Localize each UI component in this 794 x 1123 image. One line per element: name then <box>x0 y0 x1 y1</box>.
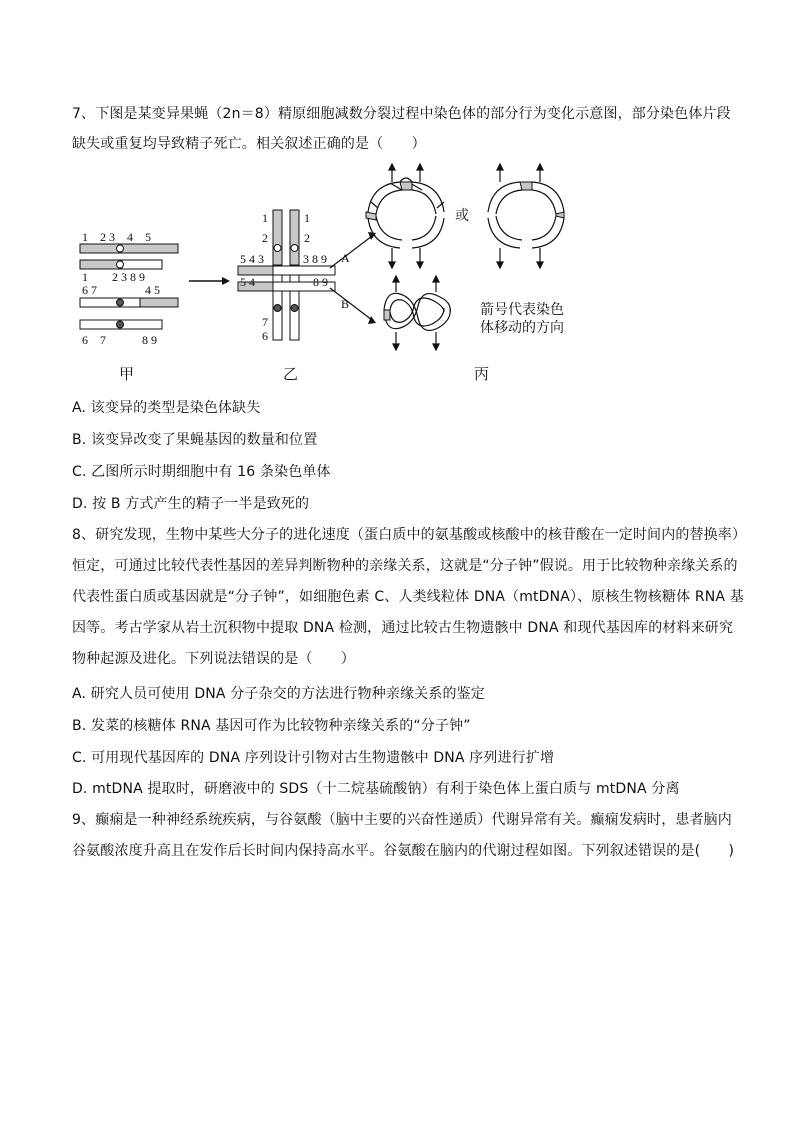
q8-stem-line-1: 8、研究发现，生物中某些大分子的进化速度（蛋白质中的氨基酸或核酸中的核苷酸在一定时间内的替换率） <box>72 527 747 543</box>
yi-centromere-3 <box>274 305 281 312</box>
q8-stem-line-5: 物种起源及进化。下列说法错误的是（ ） <box>72 651 355 667</box>
q8-stem-line-4: 因等。考古学家从岩土沉积物中提取 DNA 检测，通过比较古生物遗骸中 DNA 和现代基因库的材料来研究 <box>72 620 734 636</box>
q7-option-a: A. 该变异的类型是染色体缺失 <box>72 400 261 416</box>
q8-option-c: C. 可用现代基因库的 DNA 序列设计引物对古生物遗骸中 DNA 序列进行扩增 <box>72 750 555 766</box>
jia-chromosome-1 <box>80 244 178 253</box>
note-line-2: 体移动的方向 <box>480 320 564 336</box>
yi-label-top-right: 1 <box>304 211 310 225</box>
yi-label-right-lower: 8 9 <box>313 275 328 289</box>
arrow-a-label: A <box>341 251 350 265</box>
jia-bottom-labels: 6 7 8 9 <box>82 333 158 347</box>
note-line-1: 箭号代表染色 <box>480 302 564 318</box>
q8-stem-line-2: 恒定，可通过比较代表性基因的差异判断物种的亲缘关系，这就是“分子钟”假说。用于比较物种亲缘关系的 <box>72 558 738 574</box>
arrow-a <box>330 232 376 268</box>
arrow-b <box>330 288 376 324</box>
yi-label-top2-left: 2 <box>262 231 268 245</box>
yi-label-bottom2: 6 <box>262 329 268 343</box>
yi-label-bottom: 7 <box>262 315 268 329</box>
yi-label-left-upper: 5 4 3 <box>240 252 264 266</box>
q9-stem-line-2: 谷氨酸浓度升高且在发作后长时间内保持高水平。谷氨酸在脑内的代谢过程如图。下列叙述错误的是( ) <box>72 843 735 859</box>
yi-centromere-2 <box>291 245 298 252</box>
q8-option-d: D. mtDNA 提取时，研磨液中的 SDS（十二烷基硫酸钠）有利于染色体上蛋白质与 mtDNA 分离 <box>72 781 680 797</box>
yi-label-left-lower: 5 4 <box>240 275 255 289</box>
q7-option-b: B. 该变异改变了果蝇基因的数量和位置 <box>72 432 318 448</box>
ring-b <box>384 276 450 350</box>
q9-stem-line-1: 9、癫痫是一种神经系统疾病，与谷氨酸（脑中主要的兴奋性递质）代谢异常有关。癫痫发病时，患者脑内 <box>72 812 732 828</box>
yi-label-top2-right: 2 <box>304 231 310 245</box>
arrow-jia-to-yi <box>189 277 230 285</box>
q8-option-b: B. 发菜的核糖体 RNA 基因可作为比较物种亲缘关系的“分子钟” <box>72 718 471 734</box>
arrow-b-label: B <box>341 297 350 311</box>
panel-jia <box>80 230 178 347</box>
q8-option-a: A. 研究人员可使用 DNA 分子杂交的方法进行物种亲缘关系的鉴定 <box>72 686 485 702</box>
yi-centromere-1 <box>274 245 281 252</box>
jia-centromere-2 <box>117 261 124 268</box>
chromosome-figure <box>0 160 794 390</box>
jia-centromere-4 <box>117 321 124 328</box>
q7-option-d: D. 按 B 方式产生的精子一半是致死的 <box>72 496 310 512</box>
q7-stem-line-1: 7、下图是某变异果蝇（2n＝8）精原细胞减数分裂过程中染色体的部分行为变化示意图，部分染色体片段 <box>72 106 731 122</box>
jia-mid-labels-a: 1 2 3 8 9 <box>82 270 146 284</box>
ring-a-right <box>488 164 564 268</box>
jia-mid-labels-b: 6 7 4 5 <box>82 283 161 297</box>
ring-a-left <box>368 164 444 268</box>
jia-centromere-1 <box>117 245 124 252</box>
caption-bing: 丙 <box>474 365 490 383</box>
q8-stem-line-3: 代表性蛋白质或基因就是“分子钟”，如细胞色素 C、人类线粒体 DNA（mtDNA）、原核生物核糖体 RNA 基 <box>72 589 744 605</box>
panel-yi <box>238 210 335 343</box>
jia-chromosome-2-grey <box>80 260 122 269</box>
q7-stem-line-2: 缺失或重复均导致精子死亡。相关叙述正确的是（ ） <box>72 136 426 152</box>
q7-option-c: C. 乙图所示时期细胞中有 16 条染色单体 <box>72 464 331 480</box>
yi-label-right-upper: 3 8 9 <box>303 252 327 266</box>
yi-label-top-left: 1 <box>262 211 268 225</box>
jia-top-labels: 1 2 3 4 5 <box>82 230 152 244</box>
caption-jia: 甲 <box>119 365 135 383</box>
yi-centromere-4 <box>291 305 298 312</box>
jia-centromere-3 <box>117 299 124 306</box>
jia-chromosome-3-grey <box>140 298 178 307</box>
caption-yi: 乙 <box>283 365 299 383</box>
or-text: 或 <box>455 208 469 224</box>
